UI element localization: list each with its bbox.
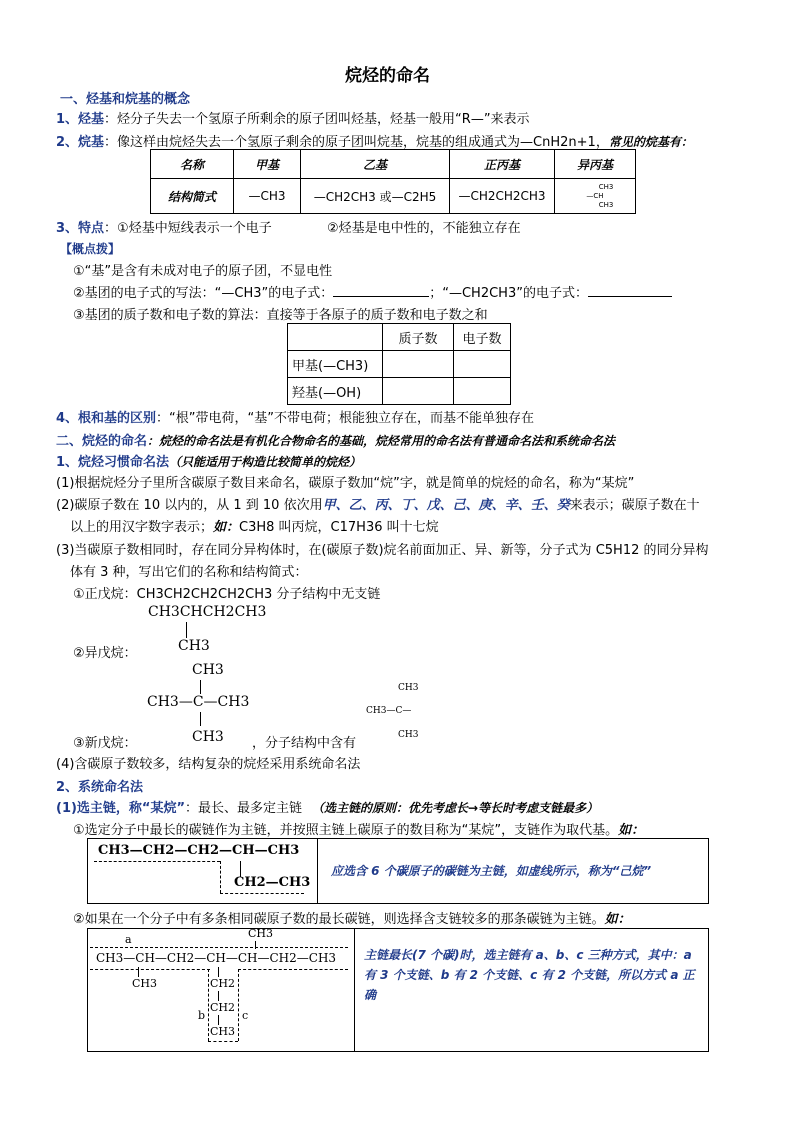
bond-line (200, 712, 201, 726)
neopentane-label: ③新戊烷： (73, 736, 137, 751)
neopentane-middle: CH3—C—CH3 (147, 694, 250, 710)
para-2-d: 以上的用汉字数字表示； (70, 520, 214, 535)
box2-top-branch: CH3 (248, 927, 274, 940)
rule-1-a (73, 819, 644, 838)
alkyl-table-header: 乙基 (301, 150, 450, 179)
box1-note: 应选含 6 个碳原子的碳链为主链，如虚线所示，称为“己烷” (331, 864, 652, 878)
item-3-label: 3、特点 (56, 221, 105, 236)
para-2-e: 如： (213, 520, 240, 535)
alkyl-table (150, 149, 636, 214)
para-2-f: C3H8 叫丙烷，C17H36 叫十七烷 (239, 520, 439, 535)
dashed-path (208, 969, 209, 1041)
item-4-text: ：“根”带电荷，“基”不带电荷；根能独立存在，而基不能单独存在 (156, 411, 534, 426)
item-1 (56, 108, 530, 127)
isopropyl-structure (555, 179, 636, 214)
divider (317, 839, 318, 903)
alkyl-table-header: 甲基 (234, 150, 301, 179)
answer-blank[interactable] (333, 285, 429, 297)
para-4: (4)含碳原子数较多，结构复杂的烷烃采用系统命名法 (56, 757, 361, 772)
box2-note: 主链最长(7 个碳)时，选主链有 a、b、c 三种方式，其中：a 有 3 个支链、b 有 2 个支链、c 有 2 个支链，所以方式 a 正确 (364, 948, 695, 1002)
answer-cell[interactable] (383, 351, 454, 378)
box2-column-carbon: CH2 (210, 1001, 236, 1014)
section-2-heading: 二、烷烃的命名 (56, 434, 148, 449)
small-structure-bottom: CH3 (398, 730, 419, 740)
tip-label: 【概点拨】 (60, 242, 121, 256)
answer-blank[interactable] (588, 285, 672, 297)
label-c: c (242, 1009, 249, 1022)
box2-column-carbon: CH3 (210, 1025, 236, 1038)
box2-column-carbon: CH2 (210, 977, 236, 990)
alkyl-table-cell: —CH2CH3 或—C2H5 (301, 179, 450, 214)
dashed-path (220, 861, 221, 893)
para-2-line-2 (70, 516, 439, 535)
bond-line (218, 991, 219, 1001)
para-1: (1)根据烷烃分子里所含碳原子数目来命名，碳原子数加“烷”字，就是简单的烷烃的命名，称为“某烷” (56, 476, 635, 491)
alkyl-table-header: 正丙基 (450, 150, 555, 179)
dashed-path (208, 1041, 238, 1042)
dashed-path (220, 893, 304, 894)
dashed-path (90, 947, 348, 948)
dashed-path (238, 969, 239, 1041)
isopentane-main-chain: CH3CHCH2CH3 (148, 604, 267, 620)
tip-2-b: ；“—CH2CH3”的电子式： (429, 286, 588, 301)
tip-1: ①“基”是含有未成对电子的原子团，不显电性 (73, 264, 333, 279)
item-3 (56, 217, 272, 236)
para-3: (3)当碳原子数相同时，存在同分异构体时，在(碳原子数)烷名前面加正、异、新等，分子式为 C5H12 的同分异构 (56, 543, 709, 558)
alkyl-table-cell: —CH3 (234, 179, 301, 214)
rule-1 (56, 797, 598, 816)
table2-header: 电子数 (454, 324, 511, 351)
alkyl-table-header: 名称 (151, 150, 234, 179)
bond-line (218, 967, 219, 977)
dashed-path (238, 969, 348, 970)
alkyl-table-cell: —CH2CH2CH3 (450, 179, 555, 214)
section-1-heading: 一、烃基和烷基的概念 (60, 92, 191, 107)
sub-1-note: （只能适用于构造比较简单的烷烃） (169, 455, 362, 469)
para-2-b: 甲、乙、丙、丁、戊、己、庚、辛、壬、癸 (322, 498, 570, 513)
item-4-label: 4、根和基的区别 (56, 411, 157, 426)
tip-2 (73, 282, 672, 301)
rule-1-note: （选主链的原则：优先考虑长→等长时考虑支链最多） (312, 801, 599, 815)
example-box-1 (87, 838, 709, 904)
alkyl-table-header: 异丙基 (555, 150, 636, 179)
example-box-2 (87, 928, 709, 1052)
small-structure-middle: CH3—C— (366, 706, 412, 716)
label-a: a (125, 933, 132, 946)
rule-1-b (73, 908, 631, 927)
box2-main-chain: CH3—CH—CH2—CH—CH—CH2—CH3 (96, 951, 337, 965)
item-1-text: ：烃分子失去一个氢原子所剩余的原子团叫烃基，烃基一般用“R—”来表示 (104, 112, 530, 127)
dashed-path (90, 969, 210, 970)
table2-header: 质子数 (383, 324, 454, 351)
sub-1-heading: 1、烷烃习惯命名法 (56, 455, 170, 470)
bond-line (200, 680, 201, 694)
alkyl-table-row-label: 结构简式 (151, 179, 234, 214)
isopropyl-label: —CH (586, 191, 604, 200)
answer-cell[interactable] (454, 378, 511, 405)
divider (354, 929, 355, 1051)
rule-1-a-eg: 如： (618, 823, 645, 838)
rule-1-b-eg: 如： (604, 912, 631, 927)
tip-3: ③基团的质子数和电子数的算法：直接等于各原子的质子数和电子数之和 (73, 308, 488, 323)
box1-branch: CH2—CH3 (234, 875, 311, 890)
answer-cell[interactable] (383, 378, 454, 405)
item-4 (56, 407, 534, 426)
para-2-a: (2)碳原子数在 10 以内的，从 1 到 10 依次用 (56, 498, 323, 513)
neopentane-bottom: CH3 (192, 729, 224, 745)
neopentane-top: CH3 (192, 662, 224, 678)
tip-2-a: ②基团的电子式的写法：“—CH3”的电子式： (73, 286, 334, 301)
box1-main-chain: CH3—CH2—CH2—CH—CH3 (98, 843, 300, 858)
rule-1-label: (1)选主链，称“某烷” (56, 801, 186, 816)
isopropyl-label: CH3 (598, 182, 614, 191)
answer-cell[interactable] (454, 351, 511, 378)
item-3-text-2: ②烃基是电中性的，不能独立存在 (327, 221, 521, 236)
neopentane-tail: ，分子结构中含有 (252, 736, 357, 751)
rule-1-a-text: ①选定分子中最长的碳链作为主链，并按照主链上碳原子的数目称为“某烷”，支链作为取代基。 (73, 823, 619, 838)
table2-row-label: 羟基(—OH) (288, 378, 383, 405)
proton-electron-table (287, 323, 511, 405)
section-2-heading-row (56, 430, 615, 449)
item-3-text: ：①烃基中短线表示一个电子 (104, 221, 272, 236)
isopentane-label: ②异戊烷： (73, 646, 137, 661)
bond-line (138, 967, 139, 977)
small-structure-top: CH3 (398, 683, 419, 693)
section-2-note: ：烷烃的命名法是有机化合物命名的基础，烷烃常用的命名法有普通命名法和系统命名法 (147, 434, 616, 448)
dashed-path (94, 861, 220, 862)
para-2-c: 来表示；碳原子数在十 (569, 498, 700, 513)
rule-1-b-text: ②如果在一个分子中有多条相同碳原子数的最长碳链，则选择含支链较多的那条碳链为主链。 (73, 912, 605, 927)
label-b: b (198, 1009, 206, 1022)
item-1-label: 1、烃基 (56, 112, 105, 127)
bond-line (186, 622, 187, 638)
item-2-tail: 常见的烷基有： (608, 135, 693, 149)
rule-1-text: ：最长、最多定主链 (185, 801, 303, 816)
para-2 (56, 494, 700, 513)
isopropyl-label: CH3 (598, 200, 614, 209)
n-pentane: ①正戊烷：CH3CH2CH2CH2CH3 分子结构中无支链 (73, 587, 381, 602)
item-2 (56, 131, 693, 150)
sub-2-heading: 2、系统命名法 (56, 780, 144, 795)
isopentane-branch: CH3 (178, 638, 210, 654)
page-title: 烷烃的命名 (345, 66, 430, 86)
table2-row-label: 甲基(—CH3) (288, 351, 383, 378)
item-2-text: ：像这样由烷烃失去一个氢原子剩余的原子团叫烷基，烷基的组成通式为—CnH2n+1， (104, 135, 609, 150)
table2-header (288, 324, 383, 351)
sub-1-row (56, 451, 361, 470)
para-3-line-2: 体有 3 种，写出它们的名称和结构简式： (70, 565, 308, 580)
bond-line (218, 1015, 219, 1025)
box2-down-branch: CH3 (132, 977, 158, 990)
item-2-label: 2、烷基 (56, 135, 105, 150)
